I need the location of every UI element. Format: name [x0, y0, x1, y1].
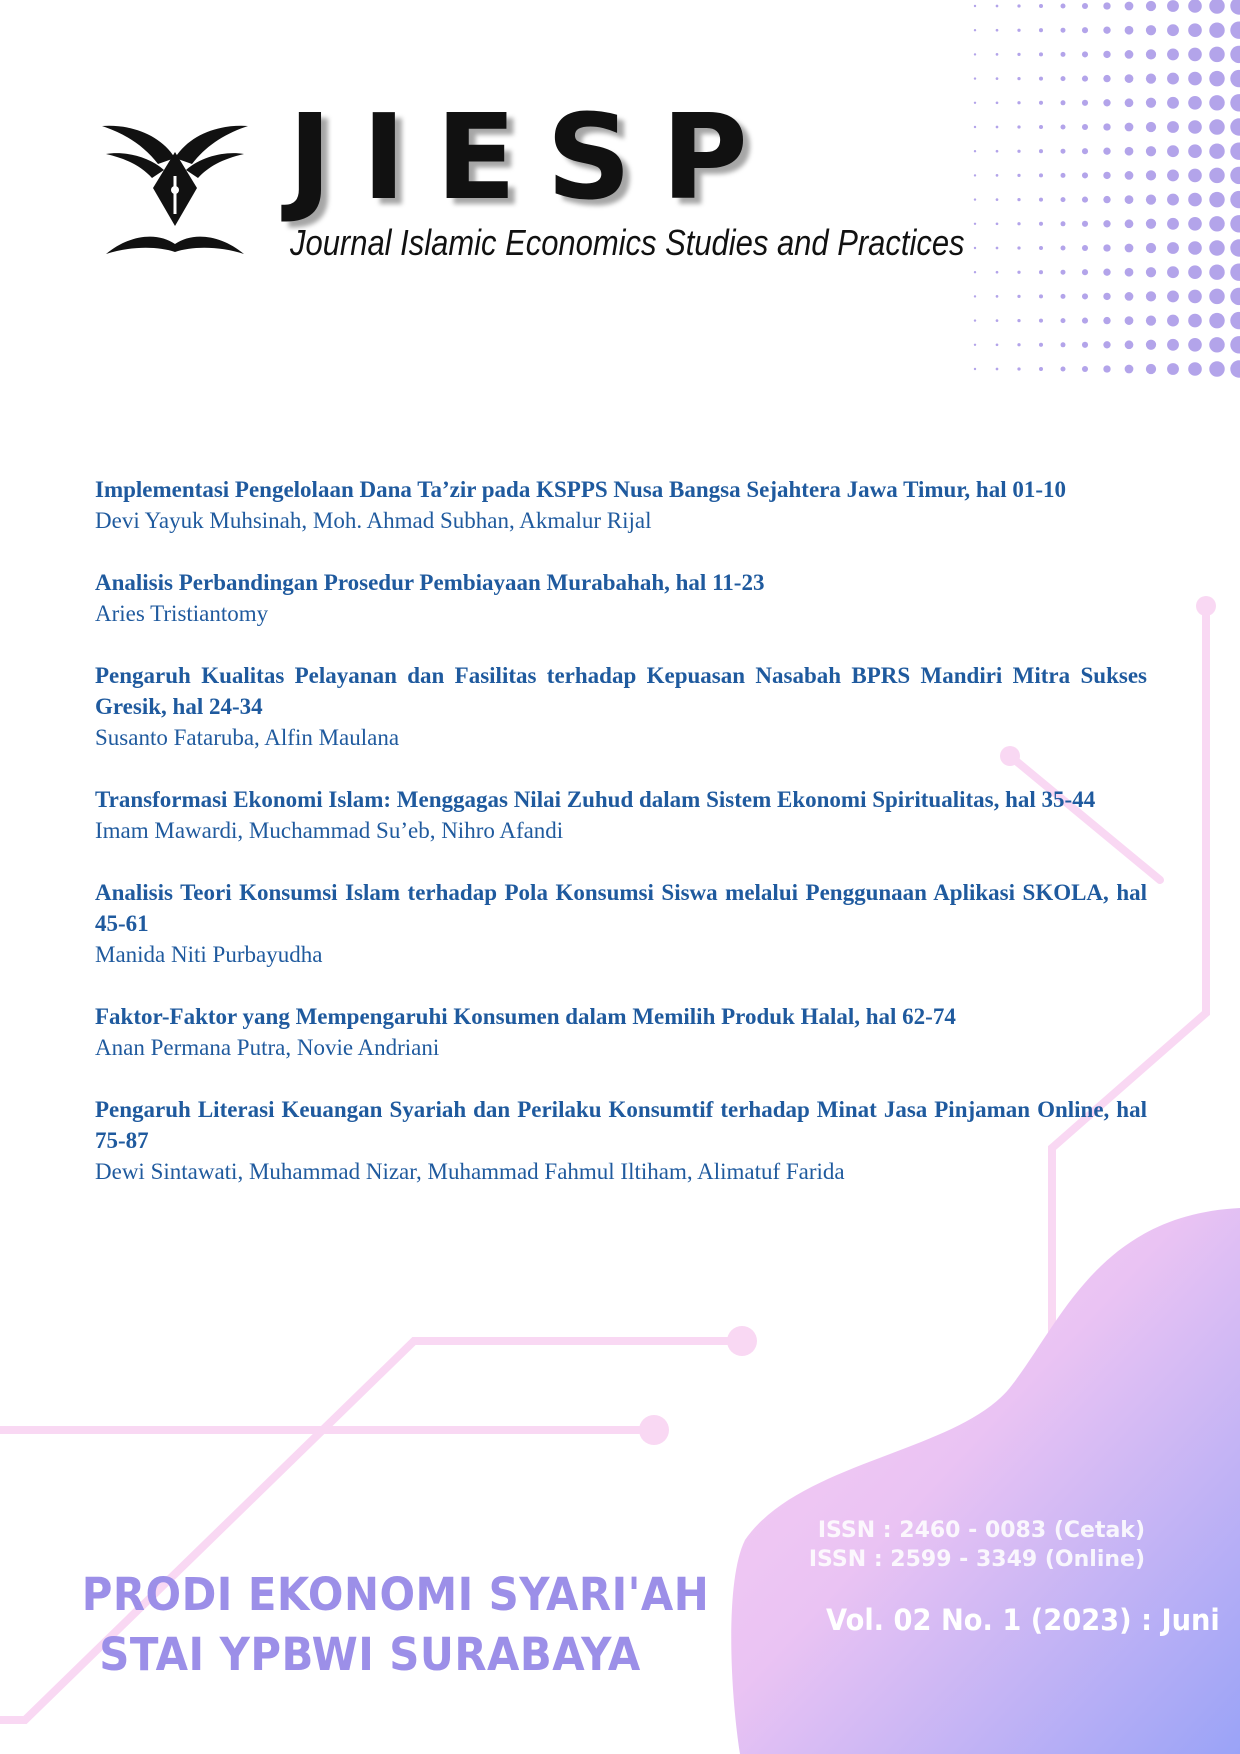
- halftone-dot: [1017, 222, 1020, 225]
- halftone-dot: [1209, 216, 1224, 231]
- halftone-dot: [1017, 29, 1020, 32]
- halftone-dot: [1061, 76, 1066, 81]
- halftone-dot: [1146, 170, 1156, 180]
- halftone-dot: [1146, 364, 1156, 374]
- halftone-dot: [996, 295, 999, 298]
- volume-issue: Vol. 02 No. 1 (2023) : Juni: [826, 1603, 1220, 1637]
- halftone-dot: [1167, 73, 1179, 85]
- halftone-dot: [996, 271, 999, 274]
- halftone-dot: [1209, 192, 1224, 207]
- halftone-dot: [1188, 0, 1202, 13]
- halftone-dot: [996, 29, 999, 32]
- article-title[interactable]: Faktor-Faktor yang Mempengaruhi Konsumen dalam Memilih Produk Halal, hal 62-74: [95, 1004, 956, 1029]
- halftone-dot: [1017, 125, 1020, 128]
- halftone-dot: [1230, 239, 1240, 256]
- article-authors: Manida Niti Purbayudha: [95, 942, 323, 967]
- halftone-dot: [1167, 242, 1179, 254]
- toc-entry: [95, 784, 1147, 846]
- halftone-dot: [1188, 193, 1202, 207]
- halftone-dot: [974, 5, 976, 7]
- halftone-dot: [1039, 270, 1043, 274]
- toc-entry: [95, 877, 1147, 970]
- halftone-dot: [996, 319, 999, 322]
- halftone-dot: [1230, 0, 1240, 15]
- halftone-dot: [1017, 101, 1020, 104]
- halftone-dot: [1125, 123, 1134, 132]
- toc-entry: [95, 474, 1147, 536]
- halftone-dot: [996, 368, 999, 371]
- halftone-dot: [1167, 169, 1179, 181]
- halftone-dot: [1125, 219, 1134, 228]
- halftone-dot: [974, 150, 976, 152]
- halftone-dot: [1103, 2, 1110, 9]
- halftone-dot: [1017, 367, 1020, 370]
- halftone-dot: [1103, 317, 1110, 324]
- issn-online: ISSN : 2599 - 3349 (Online): [808, 1547, 1145, 1572]
- halftone-dot: [1103, 293, 1110, 300]
- halftone-dot: [1188, 338, 1202, 352]
- halftone-dot: [974, 368, 976, 370]
- halftone-dot: [1209, 168, 1224, 183]
- halftone-dot: [1188, 48, 1202, 62]
- halftone-dot: [1146, 1, 1156, 11]
- article-authors: Devi Yayuk Muhsinah, Moh. Ahmad Subhan, Akmalur Rijal: [95, 508, 652, 533]
- halftone-dot: [1082, 366, 1088, 372]
- article-title[interactable]: Implementasi Pengelolaan Dana Ta’zir pada KSPPS Nusa Bangsa Sejahtera Jawa Timur, hal 01-10: [95, 477, 1067, 502]
- toc-entry: [95, 660, 1147, 753]
- halftone-dot: [1230, 94, 1240, 111]
- halftone-dot: [1103, 123, 1110, 130]
- halftone-dot: [1039, 149, 1043, 153]
- halftone-dot: [1230, 336, 1240, 353]
- halftone-dot: [1230, 70, 1240, 87]
- halftone-dot: [1167, 339, 1179, 351]
- halftone-dot: [1146, 219, 1156, 229]
- halftone-dot: [1061, 28, 1066, 33]
- halftone-dot: [1017, 343, 1020, 346]
- halftone-dot: [1230, 264, 1240, 281]
- halftone-dot: [996, 222, 999, 225]
- halftone-dot: [1061, 125, 1066, 130]
- halftone-dot: [1146, 73, 1156, 83]
- halftone-dot: [1039, 28, 1043, 32]
- halftone-dot: [1061, 4, 1066, 9]
- halftone-dot: [1146, 267, 1156, 277]
- publisher-institution: STAI YPBWI SURABAYA: [99, 1628, 641, 1681]
- halftone-dot: [1167, 0, 1179, 12]
- toc-entry: [95, 567, 1147, 629]
- halftone-dot: [1146, 315, 1156, 325]
- halftone-dot: [1039, 246, 1043, 250]
- halftone-dot: [1167, 97, 1179, 109]
- halftone-dot: [1125, 50, 1134, 59]
- halftone-dot: [1125, 2, 1134, 11]
- halftone-dot: [1039, 198, 1043, 202]
- halftone-dot: [1017, 246, 1020, 249]
- halftone-dot: [1039, 319, 1043, 323]
- halftone-dot: [1209, 337, 1224, 352]
- halftone-dot: [974, 344, 976, 346]
- halftone-dot: [1017, 150, 1020, 153]
- halftone-dot: [1209, 313, 1224, 328]
- halftone-dot: [1103, 27, 1110, 34]
- halftone-dot: [996, 198, 999, 201]
- halftone-dot: [1125, 98, 1134, 107]
- halftone-dot: [1146, 122, 1156, 132]
- halftone-dot: [996, 150, 999, 153]
- halftone-dot: [1188, 72, 1202, 86]
- halftone-dot: [1039, 52, 1043, 56]
- halftone-dot: [1209, 71, 1224, 86]
- halftone-dot: [1230, 46, 1240, 63]
- halftone-dot: [1146, 340, 1156, 350]
- halftone-dot: [1209, 240, 1224, 255]
- halftone-dot: [974, 271, 976, 273]
- halftone-dot: [1125, 195, 1134, 204]
- halftone-dot: [1039, 101, 1043, 105]
- halftone-dot: [1017, 4, 1020, 7]
- halftone-dot: [1103, 99, 1110, 106]
- halftone-dot: [1039, 294, 1043, 298]
- table-of-contents: [95, 474, 1147, 1218]
- halftone-dot: [1230, 288, 1240, 305]
- halftone-dot: [1039, 367, 1043, 371]
- halftone-dot: [1146, 291, 1156, 301]
- halftone-dot: [1061, 173, 1066, 178]
- halftone-dot: [1103, 196, 1110, 203]
- halftone-dot: [1082, 197, 1088, 203]
- halftone-dot: [1167, 121, 1179, 133]
- halftone-dot: [1082, 124, 1088, 130]
- halftone-dot: [1209, 0, 1224, 14]
- halftone-dot: [1103, 75, 1110, 82]
- halftone-dot: [1082, 27, 1088, 33]
- halftone-dot: [1167, 290, 1179, 302]
- halftone-dot: [1039, 125, 1043, 129]
- halftone-dot: [1230, 215, 1240, 232]
- toc-entry: [95, 1094, 1147, 1187]
- article-authors: Imam Mawardi, Muchammad Su’eb, Nihro Afandi: [95, 818, 564, 843]
- halftone-dot: [1230, 143, 1240, 160]
- article-authors: Susanto Fataruba, Alfin Maulana: [95, 725, 400, 750]
- halftone-dot: [1209, 95, 1224, 110]
- halftone-dot: [996, 126, 999, 129]
- halftone-dot: [1209, 289, 1224, 304]
- halftone-dot: [1146, 146, 1156, 156]
- halftone-dot: [996, 5, 999, 8]
- halftone-dot: [1125, 244, 1134, 253]
- halftone-dot: [1230, 191, 1240, 208]
- halftone-dot: [1167, 218, 1179, 230]
- halftone-dot: [1125, 316, 1134, 325]
- halftone-dot: [1103, 172, 1110, 179]
- halftone-dot: [996, 53, 999, 56]
- article-title[interactable]: Analisis Perbandingan Prosedur Pembiayaan Murabahah, hal 11-23: [95, 570, 765, 595]
- halftone-dot: [1061, 100, 1066, 105]
- toc-entry: [95, 1001, 1147, 1063]
- halftone-dot: [1167, 315, 1179, 327]
- halftone-dot: [1230, 118, 1240, 135]
- article-title[interactable]: Pengaruh Kualitas Pelayanan dan Fasilitas terhadap Kepuasan Nasabah BPRS Mandiri Mitra Sukses Gresik, hal 24-34: [95, 663, 1147, 719]
- halftone-dot: [1125, 340, 1134, 349]
- halftone-dot: [1146, 49, 1156, 59]
- halftone-dot: [1017, 174, 1020, 177]
- halftone-dot: [1209, 22, 1224, 37]
- halftone-dot: [1167, 266, 1179, 278]
- halftone-dot: [1017, 77, 1020, 80]
- halftone-dot: [996, 101, 999, 104]
- halftone-dot: [1061, 221, 1066, 226]
- halftone-dot: [1230, 312, 1240, 329]
- article-authors: Anan Permana Putra, Novie Andriani: [95, 1035, 440, 1060]
- pen-wings-logo: [100, 118, 250, 264]
- halftone-dot: [1125, 171, 1134, 180]
- halftone-dot: [1209, 47, 1224, 62]
- halftone-dot: [1061, 197, 1066, 202]
- halftone-dot: [1188, 362, 1202, 376]
- halftone-dot: [974, 198, 976, 200]
- halftone-dot: [1061, 318, 1066, 323]
- halftone-dot: [1017, 295, 1020, 298]
- halftone-dot: [1082, 221, 1088, 227]
- issn-print: ISSN : 2460 - 0083 (Cetak): [817, 1518, 1145, 1543]
- halftone-dot: [1230, 22, 1240, 39]
- halftone-dot: [1017, 198, 1020, 201]
- halftone-dot: [1061, 367, 1066, 372]
- halftone-dot: [1082, 100, 1088, 106]
- gradient-blob: [731, 1208, 1240, 1754]
- halftone-dot: [996, 77, 999, 80]
- halftone-dot: [996, 247, 999, 250]
- halftone-dot: [1230, 167, 1240, 184]
- halftone-dot: [974, 126, 976, 128]
- halftone-dot: [1167, 145, 1179, 157]
- article-authors: Dewi Sintawati, Muhammad Nizar, Muhammad Fahmul Iltiham, Alimatuf Farida: [95, 1159, 845, 1184]
- halftone-dot: [1039, 4, 1043, 8]
- article-title[interactable]: Analisis Teori Konsumsi Islam terhadap Pola Konsumsi Siswa melalui Penggunaan Aplikasi SKOLA, hal 45-61: [95, 880, 1147, 936]
- article-title[interactable]: Pengaruh Literasi Keuangan Syariah dan Perilaku Konsumtif terhadap Minat Jasa Pinjaman Online, hal 75-87: [95, 1097, 1147, 1153]
- halftone-dot: [1125, 268, 1134, 277]
- halftone-dot: [1125, 365, 1134, 374]
- article-title[interactable]: Transformasi Ekonomi Islam: Menggagas Nilai Zuhud dalam Sistem Ekonomi Spiritualitas, hal 35-44: [95, 787, 1096, 812]
- halftone-dot: [1167, 48, 1179, 60]
- halftone-dot: [974, 29, 976, 31]
- halftone-dot: [1188, 290, 1202, 304]
- halftone-dot: [1061, 246, 1066, 251]
- halftone-dot: [1146, 25, 1156, 35]
- halftone-dot: [1017, 271, 1020, 274]
- halftone-dot: [1061, 149, 1066, 154]
- halftone-dot: [1188, 241, 1202, 255]
- halftone-dot: [1125, 292, 1134, 301]
- halftone-dot: [1082, 172, 1088, 178]
- halftone-dot: [1082, 51, 1088, 57]
- halftone-dot: [1082, 318, 1088, 324]
- halftone-dot: [1103, 220, 1110, 227]
- halftone-dot: [1125, 74, 1134, 83]
- halftone-dot: [1103, 365, 1110, 372]
- halftone-dot: [1167, 363, 1179, 375]
- halftone-dot: [1082, 269, 1088, 275]
- halftone-dot: [1146, 243, 1156, 253]
- journal-acronym: JIESP: [288, 88, 778, 226]
- halftone-dot: [996, 343, 999, 346]
- halftone-dot: [1017, 319, 1020, 322]
- halftone-dot: [1061, 270, 1066, 275]
- halftone-dot: [1188, 217, 1202, 231]
- halftone-dot: [996, 174, 999, 177]
- dot-grid-pattern: [974, 0, 1240, 378]
- halftone-dot: [1103, 341, 1110, 348]
- halftone-dot: [1209, 361, 1224, 376]
- halftone-dot: [974, 295, 976, 297]
- halftone-dot: [1061, 294, 1066, 299]
- halftone-dot: [1188, 23, 1202, 37]
- halftone-dot: [1039, 343, 1043, 347]
- halftone-dot: [1039, 77, 1043, 81]
- halftone-dot: [1017, 53, 1020, 56]
- halftone-dot: [1082, 3, 1088, 9]
- halftone-dot: [974, 174, 976, 176]
- halftone-dot: [1146, 98, 1156, 108]
- halftone-dot: [1167, 24, 1179, 36]
- halftone-dot: [1103, 269, 1110, 276]
- halftone-dot: [1082, 76, 1088, 82]
- halftone-dot: [1188, 265, 1202, 279]
- halftone-dot: [1039, 222, 1043, 226]
- halftone-dot: [1103, 244, 1110, 251]
- halftone-dot: [1082, 245, 1088, 251]
- halftone-dot: [1188, 144, 1202, 158]
- halftone-dot: [1146, 194, 1156, 204]
- publisher-program: PRODI EKONOMI SYARI'AH: [81, 1568, 710, 1621]
- halftone-dot: [1061, 342, 1066, 347]
- halftone-dot: [1082, 148, 1088, 154]
- halftone-dot: [1209, 264, 1224, 279]
- halftone-dot: [1125, 26, 1134, 35]
- halftone-dot: [974, 223, 976, 225]
- halftone-dot: [1039, 173, 1043, 177]
- halftone-dot: [1209, 143, 1224, 158]
- halftone-dot: [1061, 52, 1066, 57]
- halftone-dot: [1209, 119, 1224, 134]
- halftone-dot: [974, 102, 976, 104]
- halftone-dot: [1082, 293, 1088, 299]
- halftone-dot: [1188, 96, 1202, 110]
- halftone-dot: [1188, 120, 1202, 134]
- halftone-dot: [1082, 342, 1088, 348]
- halftone-dot: [974, 319, 976, 321]
- halftone-dot: [974, 53, 976, 55]
- halftone-dot: [974, 247, 976, 249]
- halftone-dot: [1230, 360, 1240, 377]
- halftone-dot: [1188, 314, 1202, 328]
- article-authors: Aries Tristiantomy: [95, 601, 269, 626]
- halftone-dot: [1188, 169, 1202, 183]
- halftone-dot: [1167, 194, 1179, 206]
- halftone-dot: [1103, 51, 1110, 58]
- halftone-dot: [1103, 148, 1110, 155]
- halftone-dot: [974, 77, 976, 79]
- halftone-dot: [1125, 147, 1134, 156]
- journal-full-name: Journal Islamic Economics Studies and Practices: [290, 222, 965, 263]
